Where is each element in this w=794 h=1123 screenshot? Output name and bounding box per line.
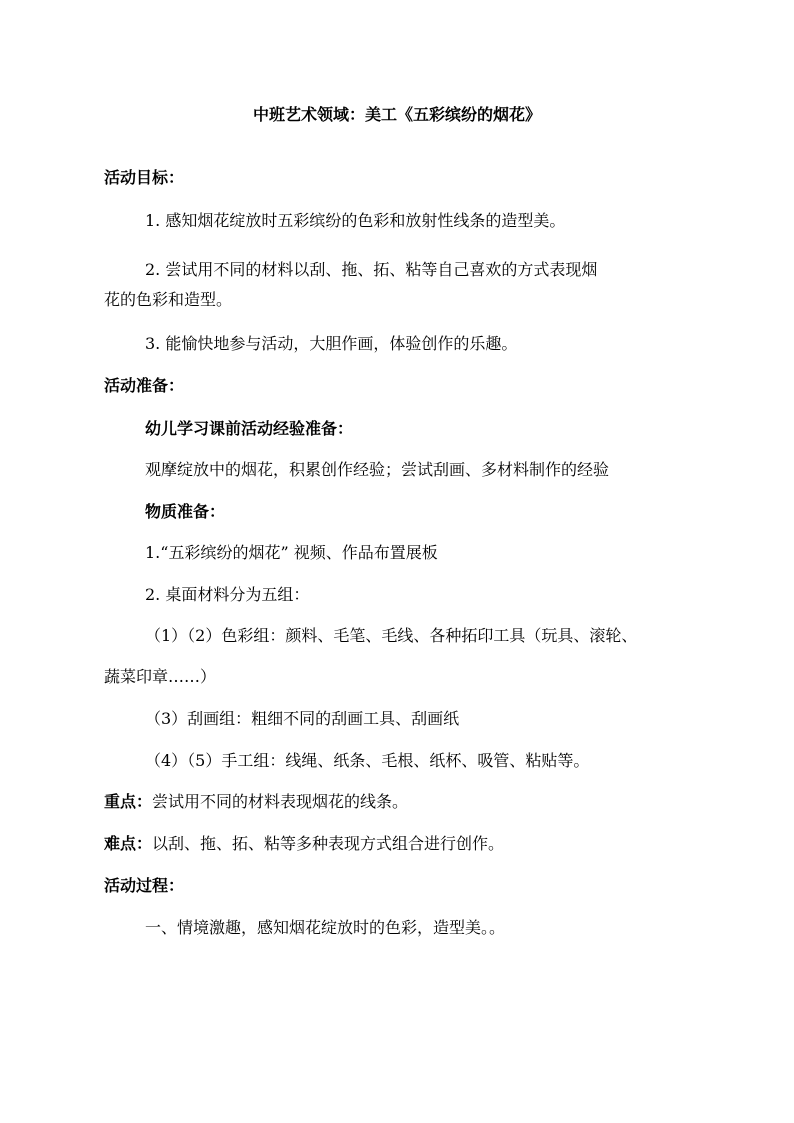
difficulty-label: 难点： xyxy=(104,834,153,853)
material-heading: 物质准备： xyxy=(145,502,226,521)
experience-heading: 幼儿学习课前活动经验准备： xyxy=(145,419,354,438)
material-item-1: 1.“五彩缤纷的烟花” 视频、作品布置展板 xyxy=(145,543,438,562)
goal-item-1: 1. 感知烟花绽放时五彩缤纷的色彩和放射性线条的造型美。 xyxy=(145,211,566,230)
material-group-scratch: （3）刮画组：粗细不同的刮画工具、刮画纸 xyxy=(145,709,460,728)
goal-item-3: 3. 能愉快地参与活动，大胆作画，体验创作的乐趣。 xyxy=(145,334,518,353)
key-point-line xyxy=(104,791,794,813)
material-group-color: （1）（2）色彩组：颜料、毛笔、毛线、各种拓印工具（玩具、滚轮、 xyxy=(145,626,638,645)
process-heading: 活动过程： xyxy=(104,876,185,895)
key-point-label: 重点： xyxy=(104,792,153,811)
difficulty-line xyxy=(104,833,794,855)
key-point-text: 尝试用不同的材料表现烟花的线条。 xyxy=(152,792,409,811)
difficulty-text: 以刮、拖、拓、粘等多种表现方式组合进行创作。 xyxy=(152,834,505,853)
preparation-heading: 活动准备： xyxy=(104,376,185,395)
document-title: 中班艺术领域：美工《五彩缤纷的烟花》 xyxy=(252,105,541,124)
material-group-color-continued: 蔬菜印章……） xyxy=(104,667,217,686)
experience-text: 观摩绽放中的烟花，积累创作经验；尝试刮画、多材料制作的经验 xyxy=(145,460,610,479)
process-step-1: 一、情境激趣，感知烟花绽放时的色彩，造型美。。 xyxy=(145,918,506,937)
goal-item-2-continued: 花的色彩和造型。 xyxy=(104,290,233,309)
goal-item-2: 2. 尝试用不同的材料以刮、拖、拓、粘等自己喜欢的方式表现烟 xyxy=(145,260,598,279)
material-item-2: 2. 桌面材料分为五组： xyxy=(145,585,310,604)
material-group-craft: （4）（5）手工组：线绳、纸条、毛根、纸杯、吸管、粘贴等。 xyxy=(145,751,590,770)
goals-heading: 活动目标： xyxy=(104,168,185,187)
